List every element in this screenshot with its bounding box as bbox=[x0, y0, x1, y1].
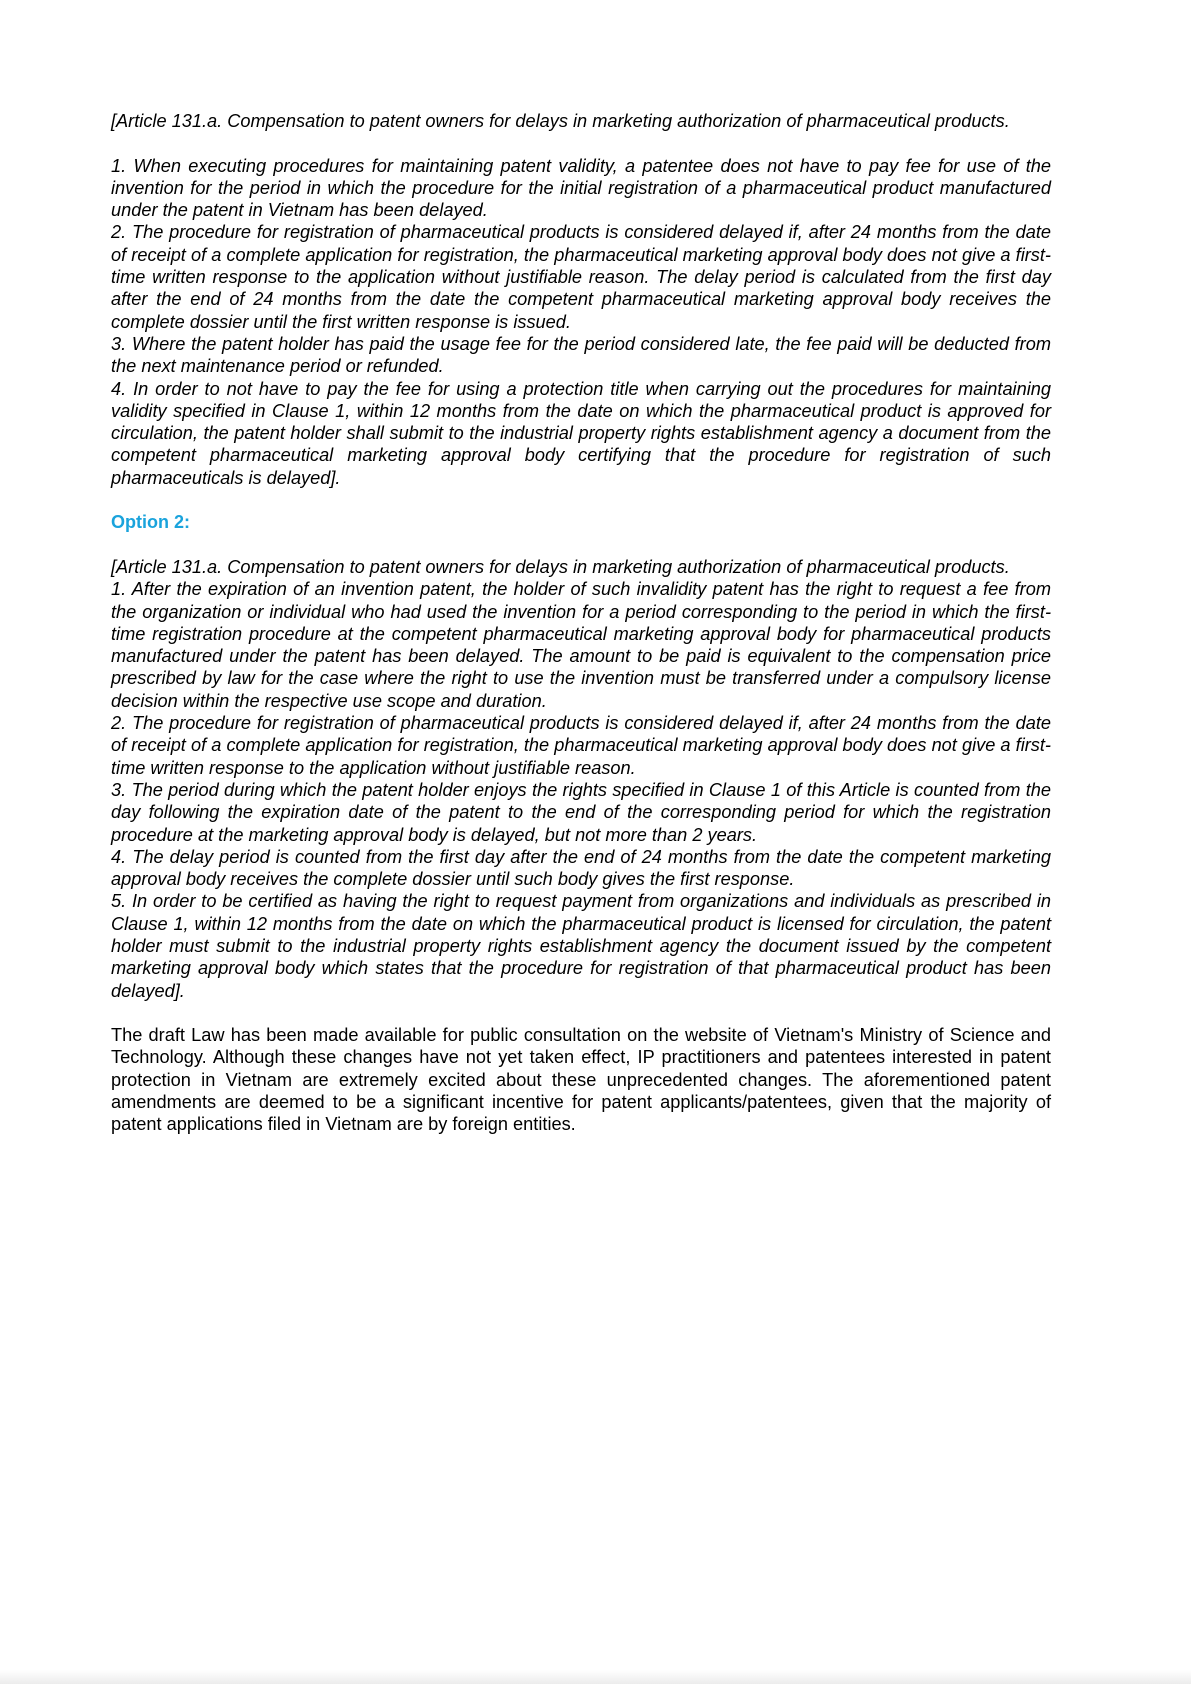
option2-clause-4: 4. The delay period is counted from the first day after the end of 24 months from the date the competent marketing approval body receives the complete dossier until such body gives the first response. bbox=[111, 846, 1051, 890]
option1-article-block bbox=[111, 110, 1051, 489]
option2-article-title: [Article 131.a. Compensation to patent owners for delays in marketing authorization of pharmaceutical products. bbox=[111, 556, 1010, 577]
paragraph-spacer bbox=[111, 489, 1051, 511]
closing-section bbox=[111, 1024, 1051, 1135]
option1-clause-4: 4. In order to not have to pay the fee for using a protection title when carrying out the procedures for maintaining validity specified in Clause 1, within 12 months from the date on which the pharmaceutical product is approved for circulation, the patent holder shall submit to the industrial property rights establishment agency a document from the competent pharmaceutical marketing approval body certifying that the procedure for registration of such pharmaceuticals is delayed]. bbox=[111, 378, 1051, 488]
paragraph-spacer bbox=[111, 132, 1051, 154]
option1-clause-3: 3. Where the patent holder has paid the usage fee for the period considered late, the fee paid will be deducted from the next maintenance period or refunded. bbox=[111, 333, 1051, 377]
option2-clause-5: 5. In order to be certified as having the right to request payment from organizations and individuals as prescribed in Clause 1, within 12 months from the date on which the pharmaceutical product is licensed for circulation, the patent holder must submit to the industrial property rights establishment agency the document issued by the competent marketing approval body which states that the procedure for registration of that pharmaceutical product has been delayed]. bbox=[111, 891, 1051, 1001]
closing-paragraph: The draft Law has been made available for public consultation on the website of Vietnam's Ministry of Science and Technology. Although these changes have not yet taken effect, IP practitioners and patentees interested in patent protection in Vietnam are extremely excited about these unprecedented changes. The aforementioned patent amendments are deemed to be a significant incentive for patent applicants/patentees, given that the majority of patent applications filed in Vietnam are by foreign entities. bbox=[111, 1025, 1051, 1135]
option2-clause-3: 3. The period during which the patent holder enjoys the rights specified in Clause 1 of this Article is counted from the day following the expiration date of the patent to the end of the corresponding period for which the registration procedure at the marketing approval body is delayed, but not more than 2 years. bbox=[111, 779, 1051, 845]
page-bottom-shadow bbox=[0, 1670, 1191, 1684]
option2-clause-2: 2. The procedure for registration of pharmaceutical products is considered delayed if, after 24 months from the date of receipt of a complete application for registration, the pharmaceutical marketing approval body does not give a first-time written response to the application without justifiable reason. bbox=[111, 713, 1051, 778]
option1-article-title: [Article 131.a. Compensation to patent owners for delays in marketing authorization of pharmaceutical products. bbox=[111, 111, 1010, 131]
option1-clause-1: 1. When executing procedures for maintaining patent validity, a patentee does not have to pay fee for use of the invention for the period in which the procedure for the initial registration of a pharmaceutical product manufactured under the patent in Vietnam has been delayed. bbox=[111, 155, 1051, 221]
document-body bbox=[111, 110, 1051, 1136]
option1-clause-2: 2. The procedure for registration of pharmaceutical products is considered delayed if, after 24 months from the date of receipt of a complete application for registration, the pharmaceutical marketing approval body does not give a first-time written response to the application without justifiable reason. The delay period is calculated from the first day after the end of 24 months from the date the competent pharmaceutical marketing approval body receives the complete dossier until the first written response is issued. bbox=[111, 222, 1051, 332]
option2-heading: Option 2: bbox=[111, 512, 190, 533]
paragraph-spacer bbox=[111, 534, 1051, 556]
option2-article-block bbox=[111, 556, 1051, 1002]
paragraph-spacer bbox=[111, 1002, 1051, 1024]
option2-clause-1: 1. After the expiration of an invention patent, the holder of such invalidity patent has the right to request a fee from the organization or individual who had used the invention for a period corresponding to the period in which the first-time registration procedure at the competent pharmaceutical marketing approval body for pharmaceutical products manufactured under the patent has been delayed. The amount to be paid is equivalent to the compensation price prescribed by law for the case where the right to use the invention must be transferred under a compulsory license decision within the respective use scope and duration. bbox=[111, 579, 1051, 711]
